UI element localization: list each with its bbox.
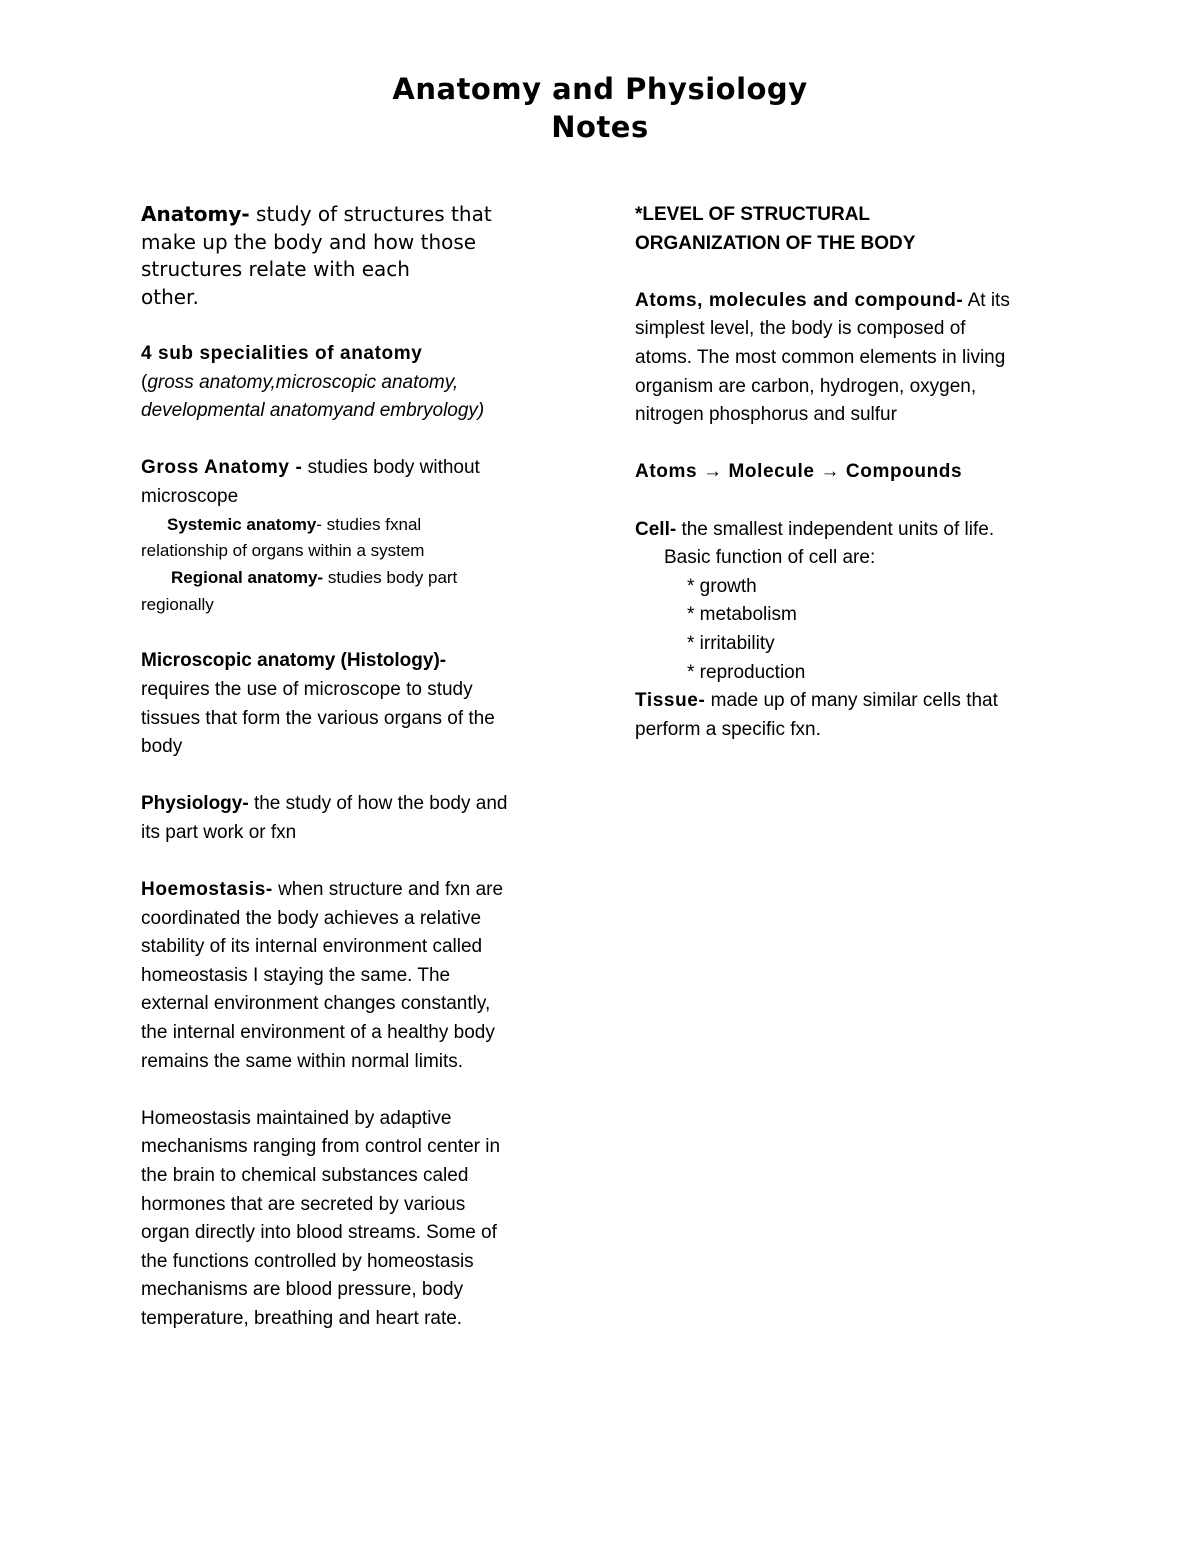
homeostasis-line: mechanisms ranging from control center in — [141, 1136, 501, 1158]
cell-label: Cell- — [635, 518, 677, 540]
anatomy-text-4: other. — [141, 284, 199, 309]
subspecialities-list-2: developmental anatomyand embryology) — [141, 400, 485, 422]
microscopic-anatomy-text-2: tissues that form the various organs of the — [141, 707, 495, 729]
cell-function-item: * metabolism — [687, 604, 797, 626]
anatomy-text-2: make up the body and how those — [141, 229, 477, 254]
cell-text-1: the smallest independent units of life. — [676, 518, 995, 540]
regional-anatomy-text-1: studies body part — [323, 568, 458, 588]
homeostasis-line: temperature, breathing and heart rate. — [141, 1308, 463, 1329]
gross-anatomy-text-1: studies body without — [302, 457, 480, 479]
document-title — [0, 70, 1200, 146]
regional-anatomy-label: Regional anatomy- — [171, 568, 324, 588]
atoms-text-5: nitrogen phosphorus and sulfur — [635, 404, 897, 426]
atoms-text-4: organism are carbon, hydrogen, oxygen, — [635, 375, 977, 397]
atoms-molecule-compounds-chain: Atoms → Molecule → Compounds — [635, 461, 963, 483]
homeostasis-line: the functions controlled by homeostasis — [141, 1250, 474, 1272]
title-line-1: Anatomy and Physiology — [392, 72, 808, 106]
systemic-anatomy-text-2: relationship of organs within a system — [141, 541, 425, 561]
systemic-anatomy-label: Systemic anatomy — [167, 514, 317, 534]
subspecialities-section — [141, 340, 571, 426]
microscopic-anatomy-text-1: requires the use of microscope to study — [141, 678, 473, 700]
structural-organization-heading — [635, 201, 1075, 258]
anatomy-label: Anatomy- — [141, 202, 250, 226]
tissue-text-1: made up of many similar cells that — [705, 690, 998, 712]
level-heading-1: *LEVEL OF STRUCTURAL — [635, 204, 871, 225]
subspecialities-list-1: gross anatomy,microscopic anatomy, — [147, 371, 459, 393]
tissue-text-2: perform a specific fxn. — [635, 718, 821, 740]
subspecialities-heading: 4 sub specialities of anatomy — [141, 343, 423, 364]
cell-function-item: * growth — [687, 575, 757, 597]
atoms-text-3: atoms. The most common elements in living — [635, 346, 1006, 368]
physiology-text-2: its part work or fxn — [141, 821, 297, 843]
homeostasis-line: Homeostasis maintained by adaptive — [141, 1107, 452, 1129]
homeostasis-mechanisms-paragraph — [141, 1105, 571, 1334]
hoemostasis-section — [141, 876, 571, 1076]
hoemostasis-text-2: coordinated the body achieves a relative — [141, 907, 482, 929]
left-column — [141, 201, 571, 1334]
cell-text-2: Basic function of cell are: — [664, 547, 876, 569]
cell-section — [635, 516, 1075, 688]
level-heading-2: ORGANIZATION OF THE BODY — [635, 232, 916, 254]
microscopic-anatomy-section — [141, 647, 571, 761]
cell-function-item: * reproduction — [687, 661, 806, 683]
homeostasis-line: hormones that are secreted by various — [141, 1193, 466, 1215]
microscopic-anatomy-label: Microscopic anatomy (Histology)- — [141, 650, 447, 672]
hoemostasis-text-3: stability of its internal environment called — [141, 936, 483, 958]
homeostasis-line: organ directly into blood streams. Some of — [141, 1222, 497, 1244]
atoms-label: Atoms, molecules and compound- — [635, 289, 964, 311]
gross-anatomy-section — [141, 454, 571, 618]
anatomy-text-3: structures relate with each — [141, 257, 410, 281]
title-line-2: Notes — [551, 110, 649, 144]
hoemostasis-text-7: remains the same within normal limits. — [141, 1050, 464, 1072]
gross-anatomy-text-2: microscope — [141, 485, 239, 507]
hoemostasis-text-1: when structure and fxn are — [272, 879, 504, 901]
tissue-section — [635, 687, 1075, 744]
microscopic-anatomy-text-3: body — [141, 736, 183, 758]
physiology-section — [141, 790, 571, 847]
homeostasis-line: mechanisms are blood pressure, body — [141, 1279, 464, 1301]
regional-anatomy-text-2: regionally — [141, 594, 214, 614]
atoms-text-2: simplest level, the body is composed of — [635, 318, 966, 340]
anatomy-text-1: study of structures that — [249, 202, 492, 226]
physiology-text-1: the study of how the body and — [248, 793, 508, 815]
atoms-section — [635, 287, 1075, 430]
subspecialities-paren: ( — [141, 371, 148, 393]
tissue-label: Tissue- — [635, 690, 706, 712]
anatomy-definition — [141, 201, 571, 311]
gross-anatomy-label: Gross Anatomy - — [141, 457, 303, 479]
atoms-text-1: At its — [963, 289, 1010, 311]
systemic-anatomy-text-1: - studies fxnal — [316, 514, 422, 534]
hoemostasis-text-5: external environment changes constantly, — [141, 993, 491, 1015]
hoemostasis-text-4: homeostasis I staying the same. The — [141, 964, 451, 986]
homeostasis-line: the brain to chemical substances caled — [141, 1165, 469, 1187]
cell-function-item: * irritability — [687, 632, 775, 654]
hoemostasis-text-6: the internal environment of a healthy body — [141, 1022, 495, 1044]
hoemostasis-label: Hoemostasis- — [141, 879, 273, 901]
right-column — [635, 201, 1075, 744]
physiology-label: Physiology- — [141, 793, 249, 815]
